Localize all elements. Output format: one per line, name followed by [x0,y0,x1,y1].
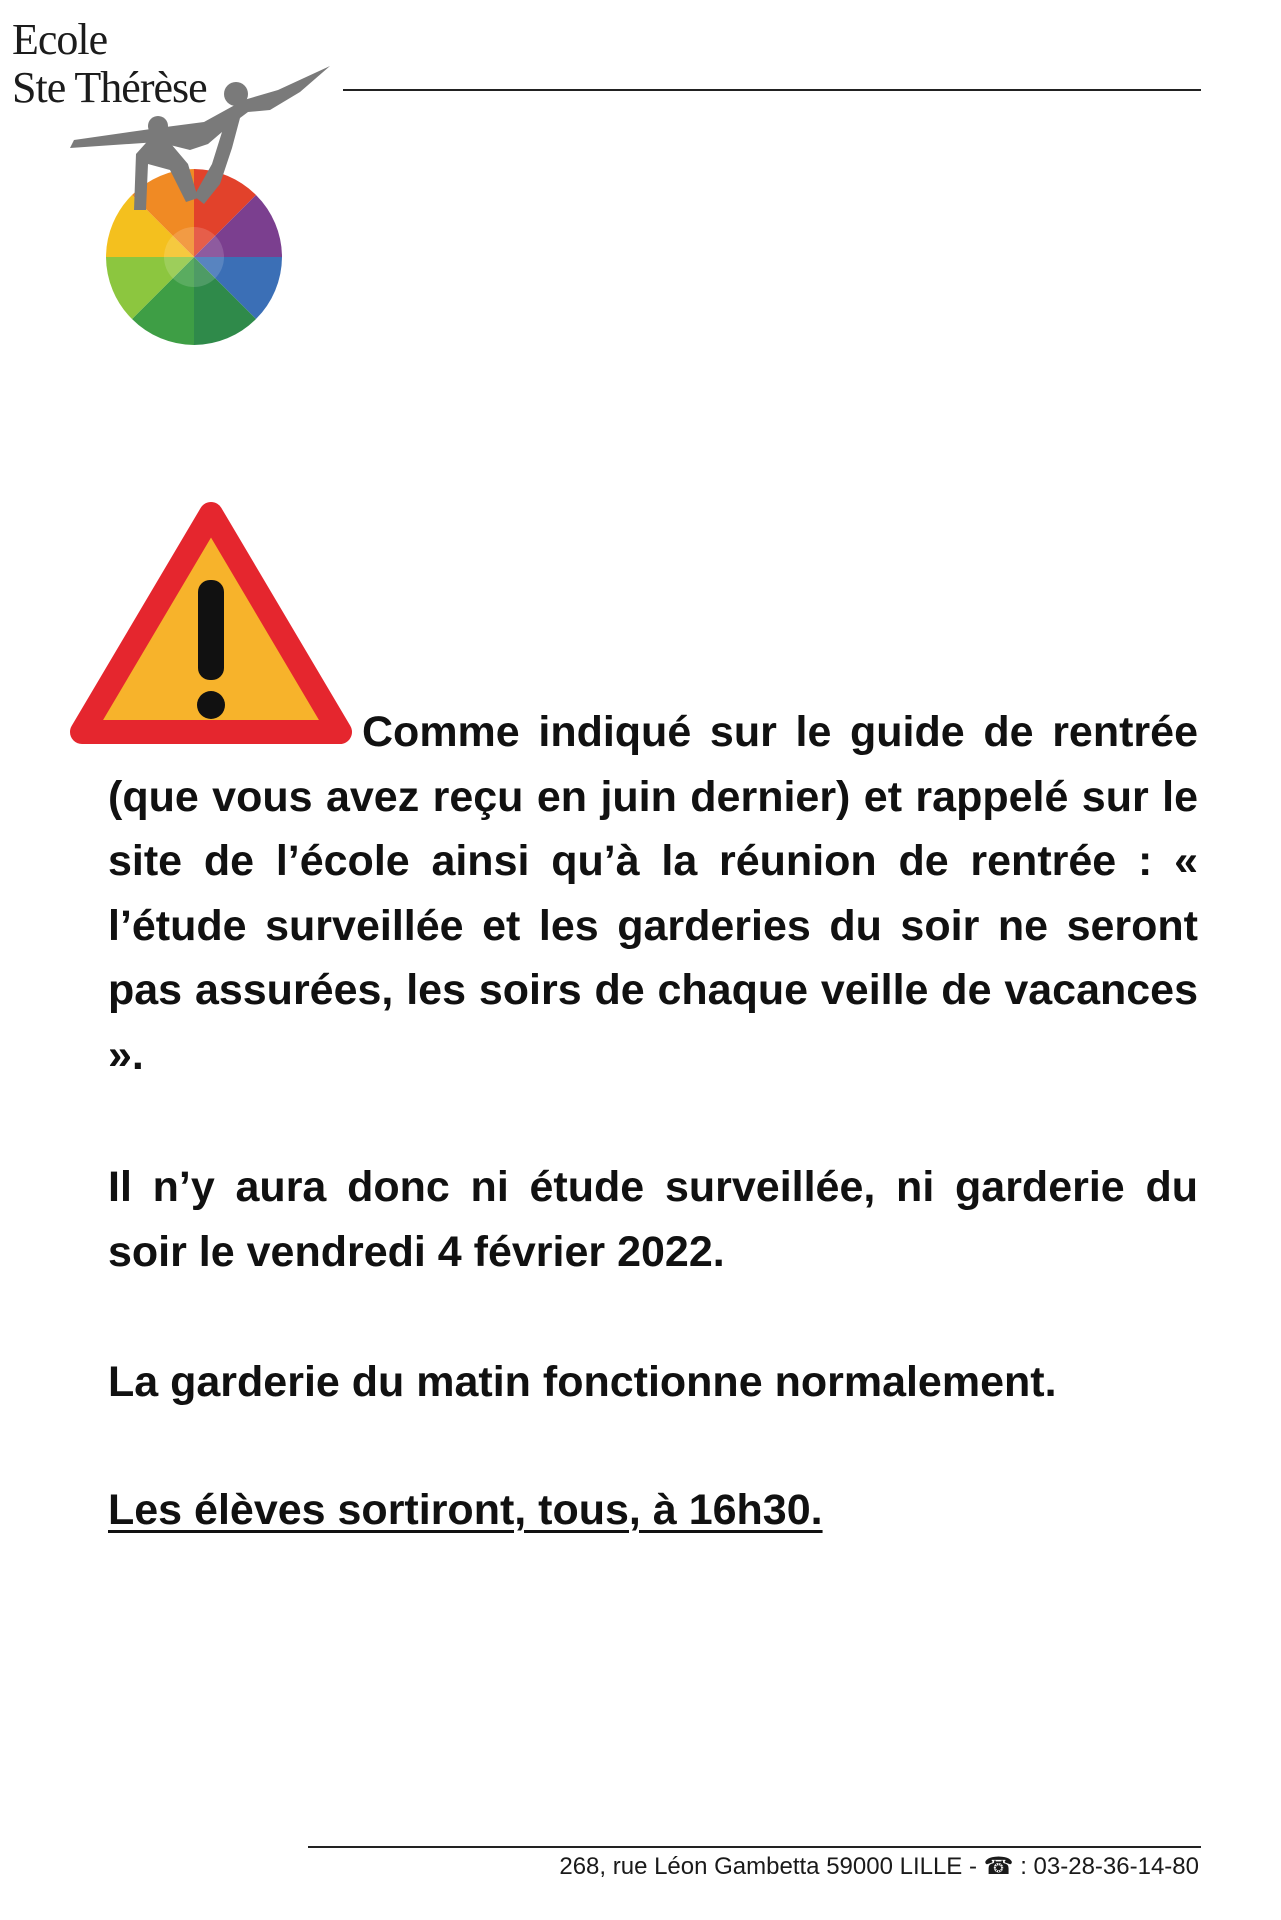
logo-text-ste-therese: Ste Thérèse [12,63,207,112]
footer-divider [308,1846,1201,1848]
notice-paragraph-3: La garderie du matin fonctionne normalement. [108,1358,1057,1406]
school-logo [8,14,338,354]
header-divider [343,89,1201,91]
footer-address: 268, rue Léon Gambetta 59000 LILLE - ☎ : 03-28-36-14-80 [559,1853,1199,1880]
notice-paragraph-2: Il n’y aura donc ni étude surveillée, ni garderie du soir le vendredi 4 février 2022. [108,1163,1198,1276]
notice-paragraph-4: Les élèves sortiront, tous, à 16h30. [108,1486,823,1534]
notice-paragraph-1: Comme indiqué sur le guide de rentrée (que vous avez reçu en juin dernier) et rappelé sur le site de l’école ainsi qu’à la réunion de rentrée : « l’étude surveillée et les garderies du soir ne seront pas assurées, les soirs de chaque veille de vacances ». [108,708,1198,1079]
logo-text-ecole: Ecole [12,15,108,64]
